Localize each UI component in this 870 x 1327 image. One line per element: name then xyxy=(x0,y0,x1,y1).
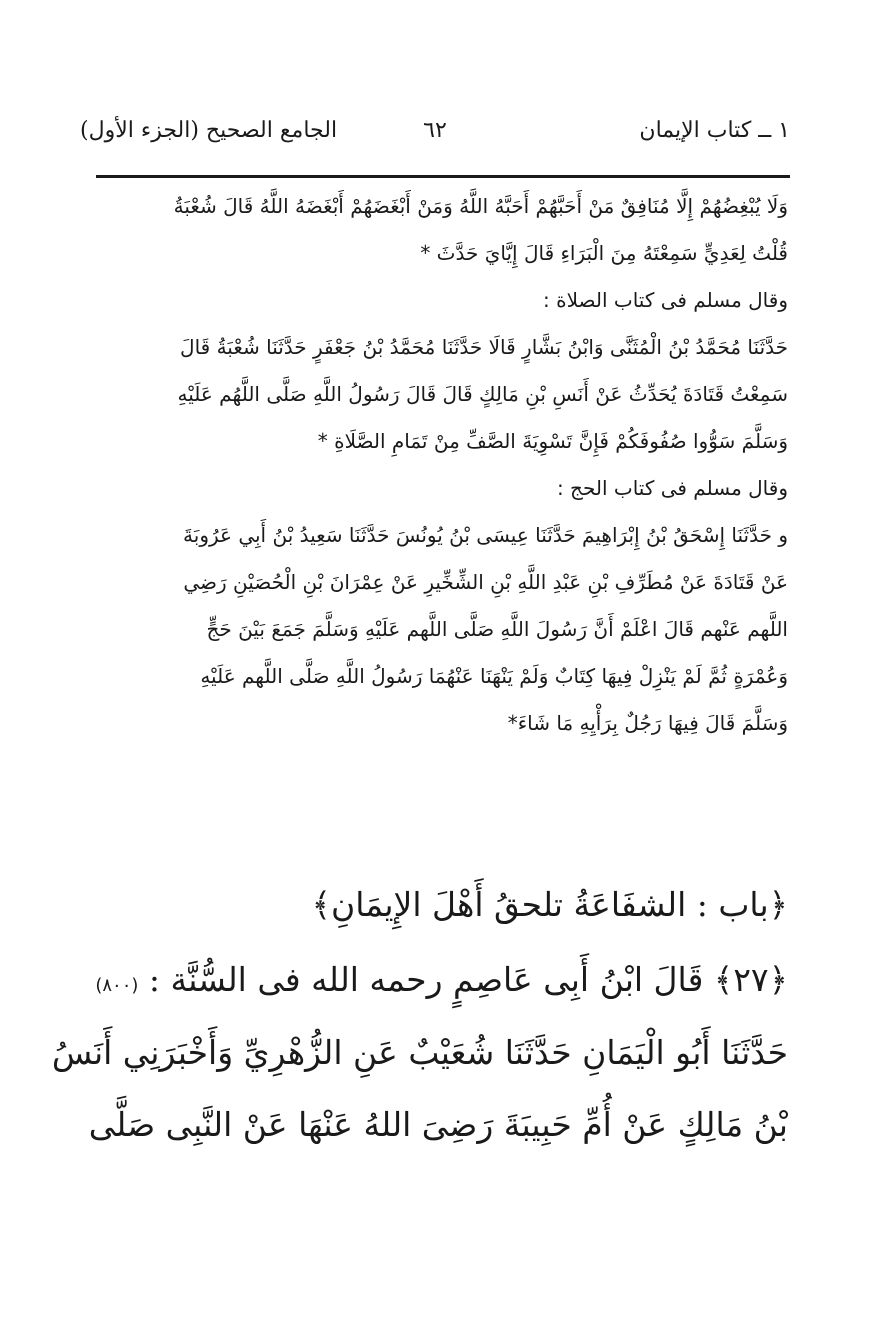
book-title: الجامع الصحيح (الجزء الأول) xyxy=(80,118,338,143)
text-line: وَسَلَّمَ سَوُّوا صُفُوفَكُمْ فَإِنَّ تَسْوِيَةَ الصَّفِّ مِنْ تَمَامِ الصَّلَاةِ * xyxy=(317,429,788,453)
text-line: اللَّهم عَنْهم قَالَ اعْلَمْ أَنَّ رَسُولَ اللَّهِ صَلَّى اللَّهم عَلَيْهِ وَسَلَّمَ جَمَعَ بَيْنَ حَجٍّ xyxy=(206,617,788,641)
hadith-body xyxy=(100,183,788,747)
section-label-hajj: وقال مسلم فى كتاب الحج : xyxy=(556,476,788,500)
chapter-title: ١ ــ كتاب الإيمان xyxy=(639,118,790,143)
chapter-heading: ﴿باب : الشفَاعَةُ تلحقُ أَهْلَ الإِيمَانِ﴾ xyxy=(311,885,788,924)
narration-opening-line xyxy=(95,960,788,999)
narration-opening: قَالَ ابْنُ أَبِى عَاصِمٍ رحمه الله فى السُّنَّة : xyxy=(148,960,704,999)
narration-line: بْنُ مَالِكٍ عَنْ أُمِّ حَبِيبَةَ رَضِىَ اللهُ عَنْهَا عَنْ النَّبِى صَلَّى xyxy=(88,1105,788,1144)
page-number: ٦٢ xyxy=(423,118,447,143)
header-divider xyxy=(96,175,790,178)
narration-reference: (٨٠٠) xyxy=(95,975,139,996)
section-label-salat: وقال مسلم فى كتاب الصلاة : xyxy=(543,288,788,312)
text-line: و حَدَّثَنَا إِسْحَقُ بْنُ إِبْرَاهِيمَ حَدَّثَنَا عِيسَى بْنُ يُونُسَ حَدَّثَنَا سَعِيدُ بْنُ أَبِي عَرُوبَةَ xyxy=(183,523,788,547)
text-line: وَسَلَّمَ قَالَ فِيهَا رَجُلٌ بِرَأْيِهِ مَا شَاءَ* xyxy=(507,711,788,735)
text-line: وَعُمْرَةٍ ثُمَّ لَمْ يَنْزِلْ فِيهَا كِتَابٌ وَلَمْ يَنْهَنَا عَنْهُمَا رَسُولُ اللَّهِ صَلَّى اللَّهم عَلَيْهِ xyxy=(200,664,788,688)
narration-line: حَدَّثَنَا أَبُو الْيَمَانِ حَدَّثَنَا شُعَيْبٌ عَنِ الزُّهْرِيِّ وَأَخْبَرَنِي أَنَسُ xyxy=(51,1033,788,1072)
text-line: قُلْتُ لِعَدِيٍّ سَمِعْتَهُ مِنَ الْبَرَاءِ قَالَ إِيَّايَ حَدَّثَ * xyxy=(420,241,788,265)
page-header xyxy=(80,118,790,158)
narration-number: ﴿٢٧﴾ xyxy=(713,960,788,999)
text-line: وَلَا يُبْغِضُهُمْ إِلَّا مُنَافِقٌ مَنْ أَحَبَّهُمْ أَحَبَّهُ اللَّهُ وَمَنْ أَبْغَضَهُمْ أَبْغَضَهُ اللَّهُ قَالَ شُعْبَةُ xyxy=(173,194,788,218)
text-line: حَدَّثَنَا مُحَمَّدُ بْنُ الْمُثَنَّى وَابْنُ بَشَّارٍ قَالَا حَدَّثَنَا مُحَمَّدُ بْنُ جَعْفَرٍ حَدَّثَنَا شُعْبَةُ قَالَ xyxy=(180,335,788,359)
text-line: سَمِعْتُ قَتَادَةَ يُحَدِّثُ عَنْ أَنَسِ بْنِ مَالِكٍ قَالَ قَالَ رَسُولُ اللَّهِ صَلَّى اللَّهُم عَلَيْهِ xyxy=(177,382,788,406)
text-line: عَنْ قَتَادَةَ عَنْ مُطَرِّفِ بْنِ عَبْدِ اللَّهِ بْنِ الشِّخِّيرِ عَنْ عِمْرَانَ بْنِ الْحُصَيْنِ رَضِي xyxy=(183,570,788,594)
